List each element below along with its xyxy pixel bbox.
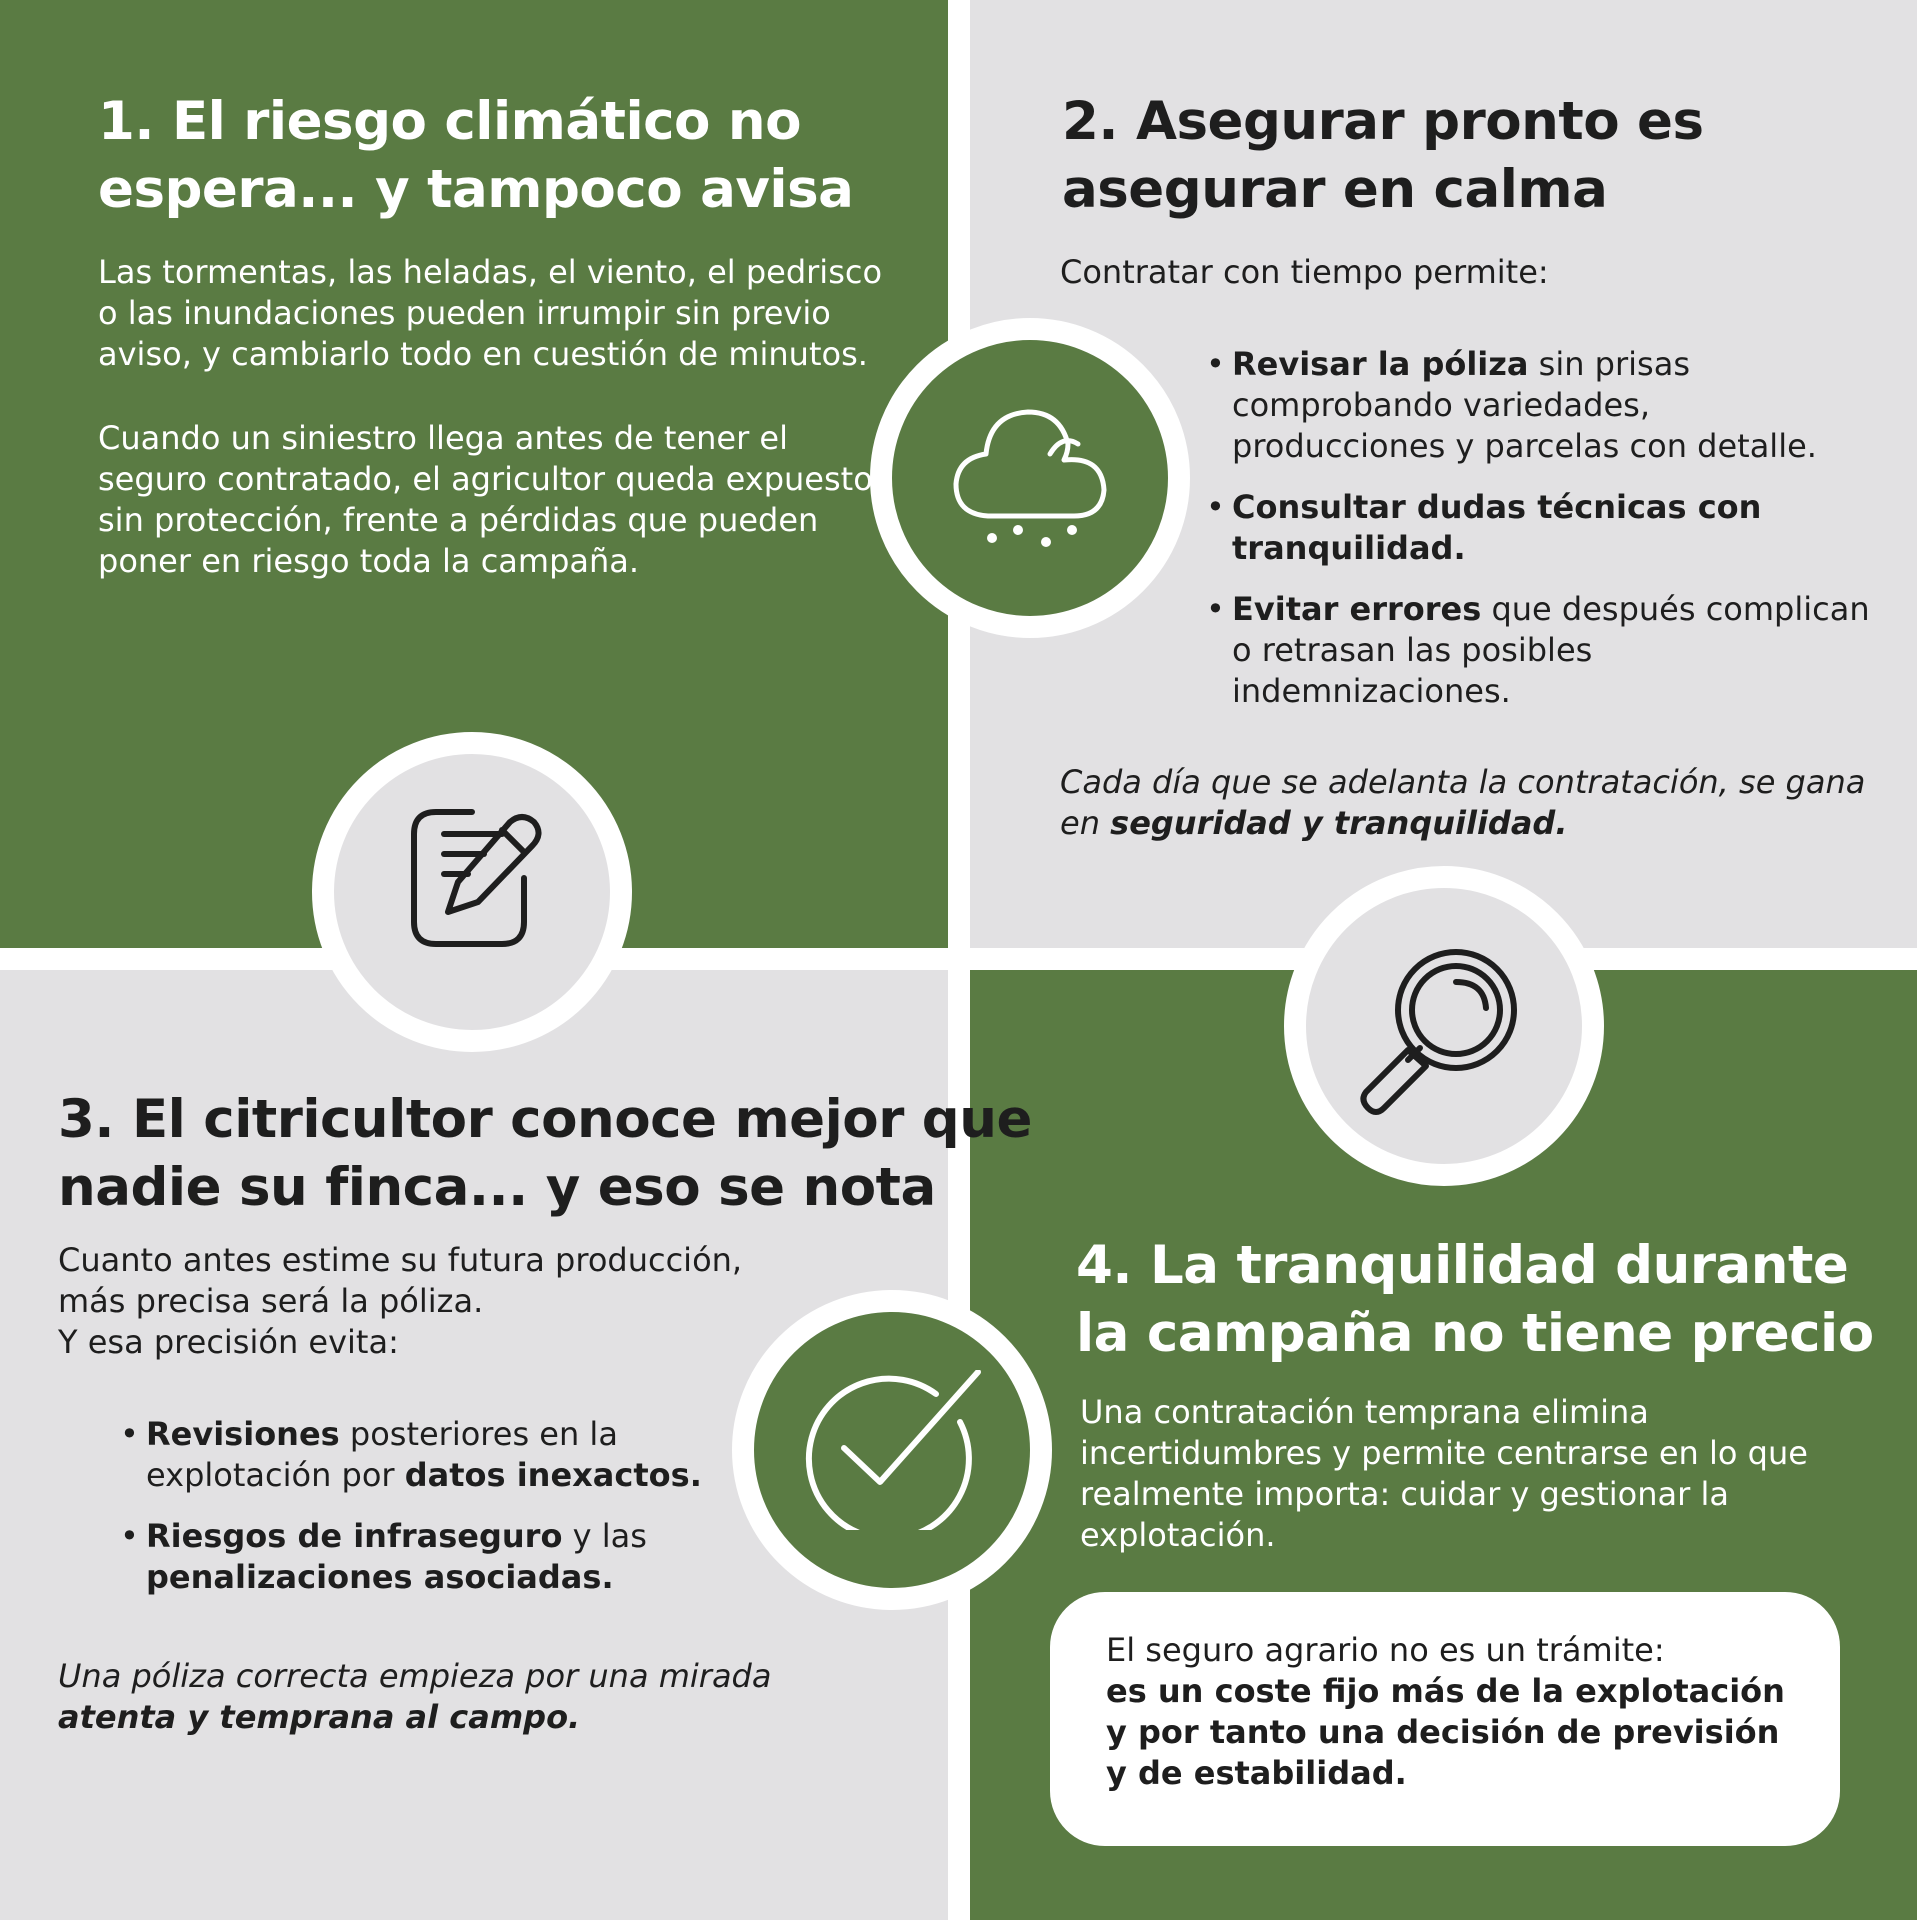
text: y las <box>562 1517 647 1555</box>
title-line: 2. Asegurar pronto es <box>1062 91 1704 152</box>
title-line: asegurar en calma <box>1062 159 1608 220</box>
bold-text: y de estabilidad. <box>1106 1754 1407 1792</box>
text-line: explotación. <box>1080 1516 1276 1554</box>
section-3-bullets <box>120 1414 702 1598</box>
section-2-closing <box>1060 762 1865 844</box>
text: explotación por <box>146 1456 405 1494</box>
text-line: sin protección, frente a pérdidas que pueden <box>98 501 819 539</box>
text: posteriores en la <box>339 1415 618 1453</box>
bold-text: Evitar errores <box>1232 590 1482 628</box>
section-1-paragraph-1 <box>98 252 882 375</box>
text-line: poner en riesgo toda la campaña. <box>98 542 640 580</box>
snow-cloud-icon <box>950 398 1110 558</box>
section-4-paragraph <box>1080 1392 1808 1556</box>
bold-text: Consultar dudas técnicas con <box>1232 488 1762 526</box>
text-line: Las tormentas, las heladas, el viento, el pedrisco <box>98 253 883 291</box>
list-item <box>1206 487 1870 569</box>
text-line: Una póliza correcta empieza por una mirada <box>58 1657 772 1695</box>
bold-text: Riesgos de infraseguro <box>146 1517 563 1555</box>
text: en <box>1060 804 1111 842</box>
section-3-intro <box>58 1240 742 1363</box>
bold-text: tranquilidad. <box>1232 529 1466 567</box>
text-line: Cuando un siniestro llega antes de tener el <box>98 419 788 457</box>
text-line: El seguro agrario no es un trámite: <box>1106 1631 1665 1669</box>
text-line: Cada día que se adelanta la contratación, se gana <box>1060 763 1866 801</box>
edit-note-icon <box>402 800 552 960</box>
text-line: más precisa será la póliza. <box>58 1282 484 1320</box>
bold-text: datos inexactos. <box>404 1456 702 1494</box>
text-line: indemnizaciones. <box>1232 672 1511 710</box>
section-4-title <box>1076 1232 1874 1368</box>
bold-text: Revisiones <box>146 1415 340 1453</box>
text: que después complican <box>1481 590 1870 628</box>
section-1-title <box>98 88 853 224</box>
text-line: producciones y parcelas con detalle. <box>1232 427 1817 465</box>
section-3-title <box>58 1086 1032 1222</box>
bold-text: y por tanto una decisión de previsión <box>1106 1713 1780 1751</box>
title-line: la campaña no tiene precio <box>1076 1303 1874 1364</box>
magnifier-icon <box>1350 940 1530 1120</box>
title-line: 3. El citricultor conoce mejor que <box>58 1089 1032 1150</box>
text-line: Y esa precisión evita: <box>58 1323 399 1361</box>
text-line: Cuanto antes estime su futura producción, <box>58 1241 743 1279</box>
check-circle-icon <box>796 1370 996 1530</box>
text-line: incertidumbres y permite centrarse en lo que <box>1080 1434 1808 1472</box>
text-line: comprobando variedades, <box>1232 386 1650 424</box>
text-line: o las inundaciones pueden irrumpir sin previo <box>98 294 831 332</box>
highlight-text <box>1106 1630 1785 1794</box>
section-2-intro: Contratar con tiempo permite: <box>1060 253 1549 291</box>
highlight-box <box>1050 1592 1840 1846</box>
bold-text: es un coste fijo más de la explotación <box>1106 1672 1785 1710</box>
bold-text: seguridad y tranquilidad. <box>1110 804 1568 842</box>
text-line: realmente importa: cuidar y gestionar la <box>1080 1475 1729 1513</box>
title-line: 4. La tranquilidad durante <box>1076 1235 1849 1296</box>
list-item <box>1206 589 1870 712</box>
title-line: nadie su finca... y eso se nota <box>58 1157 936 1218</box>
list-item <box>120 1516 702 1598</box>
text-line: aviso, y cambiarlo todo en cuestión de minutos. <box>98 335 868 373</box>
title-line: 1. El riesgo climático no <box>98 91 802 152</box>
text-line: Una contratación temprana elimina <box>1080 1393 1649 1431</box>
text-line: seguro contratado, el agricultor queda expuesto, <box>98 460 883 498</box>
section-3-closing <box>58 1656 771 1738</box>
list-item <box>1206 344 1870 467</box>
bold-text: Revisar la póliza <box>1232 345 1529 383</box>
list-item <box>120 1414 702 1496</box>
text: sin prisas <box>1528 345 1690 383</box>
title-line: espera... y tampoco avisa <box>98 159 854 220</box>
section-1-paragraph-2 <box>98 418 883 582</box>
bold-text: atenta y temprana al campo. <box>58 1698 581 1736</box>
text-line: o retrasan las posibles <box>1232 631 1593 669</box>
section-2-bullets <box>1206 344 1870 712</box>
bold-text: penalizaciones asociadas. <box>146 1558 614 1596</box>
section-2-title <box>1062 88 1704 224</box>
